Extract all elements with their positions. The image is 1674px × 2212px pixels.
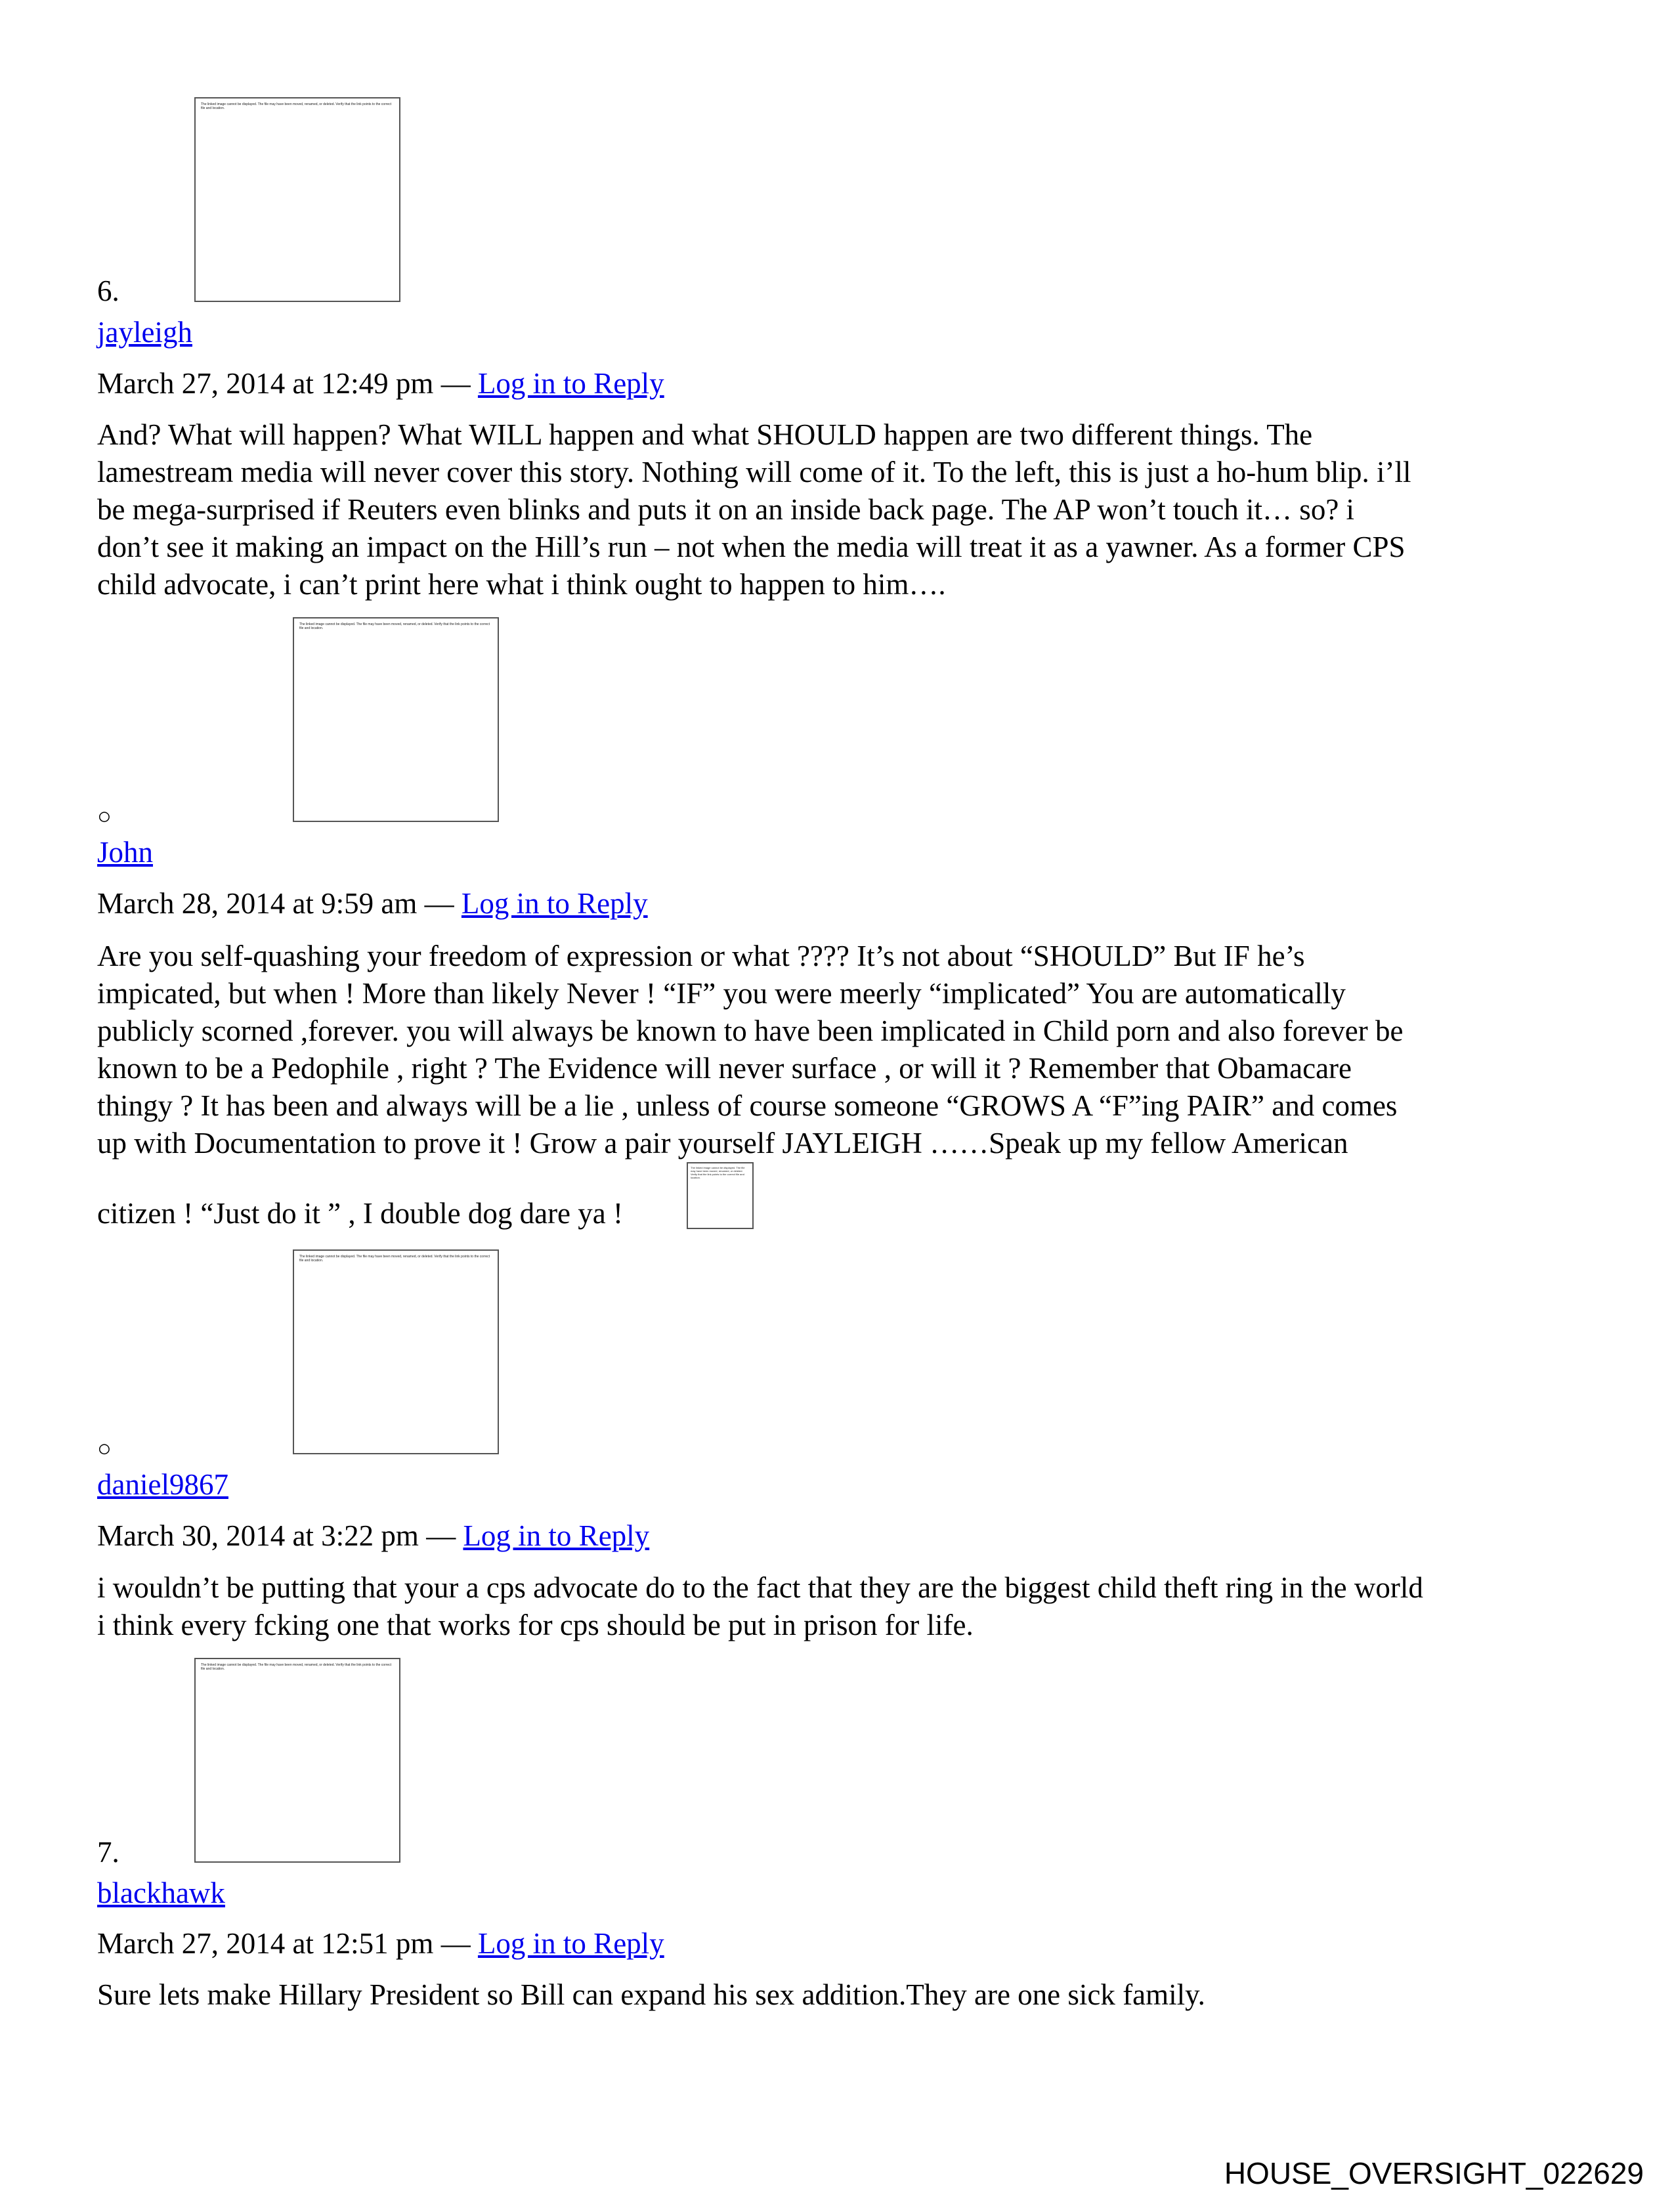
inline-broken-image — [687, 1162, 754, 1229]
comment-author-link[interactable]: daniel9867 — [97, 1468, 228, 1501]
comment-body — [97, 1976, 1205, 2014]
reply-link[interactable]: Log in to Reply — [477, 1927, 664, 1960]
comment-body-last-line: citizen ! “Just do it ” , I double dog dare ya ! — [97, 1197, 623, 1230]
comment-body-line: lamestream media will never cover this story. Nothing will come of it. To the left, this is just a ho-hum blip. i’ll — [97, 456, 1411, 488]
comment-meta — [97, 1925, 664, 1963]
broken-image-caption: The linked image cannot be displayed. The file may have been moved, renamed, or deleted. Verify that the link points to the correct file and location. — [691, 1166, 745, 1179]
reply-link[interactable]: Log in to Reply — [461, 887, 648, 920]
reply-link[interactable]: Log in to Reply — [463, 1519, 650, 1552]
comment-body-line: publicly scorned ,forever. you will always be known to have been implicated in Child porn and also forever be — [97, 1014, 1404, 1047]
comment-author-link[interactable]: blackhawk — [97, 1876, 225, 1909]
comment-body — [97, 1569, 1423, 1644]
comment-body-line: be mega-surprised if Reuters even blinks and puts it on an inside back page. The AP won’t touch it… so? i — [97, 493, 1355, 526]
avatar — [293, 1249, 499, 1454]
broken-image-caption: The linked image cannot be displayed. The file may have been moved, renamed, or deleted. Verify that the link points to the correct file and location. — [299, 1255, 490, 1263]
avatar — [293, 617, 499, 822]
comment-date: March 30, 2014 at 3:22 pm — [97, 1519, 419, 1552]
document-id: HOUSE_OVERSIGHT_022629 — [1224, 2156, 1644, 2190]
comment-body-line: don’t see it making an impact on the Hill’s run – not when the media will treat it as a yawner. As a former CPS — [97, 531, 1406, 563]
meta-separator: — — [440, 367, 471, 400]
bullet-marker: ○ — [97, 803, 112, 829]
comment-body-line: impicated, but when ! More than likely Never ! “IF” you were meerly “implicated” You are automatically — [97, 977, 1346, 1010]
bullet-marker: ○ — [97, 1435, 112, 1462]
comment-date: March 28, 2014 at 9:59 am — [97, 887, 418, 920]
avatar — [194, 1658, 400, 1863]
comment-body-line: And? What will happen? What WILL happen and what SHOULD happen are two different things. The — [97, 418, 1313, 451]
comment-meta — [97, 1517, 649, 1555]
meta-separator: — — [424, 887, 454, 920]
comment-meta — [97, 365, 664, 402]
comment-date: March 27, 2014 at 12:49 pm — [97, 367, 434, 400]
comment-author-link[interactable]: John — [97, 836, 154, 869]
comment-author-link[interactable]: jayleigh — [97, 316, 192, 349]
comment-body-line: child advocate, i can’t print here what i think ought to happen to him…. — [97, 568, 946, 601]
comment-meta — [97, 885, 648, 922]
comment-body — [97, 416, 1411, 603]
meta-separator: — — [426, 1519, 456, 1552]
comment-body-line: up with Documentation to prove it ! Grow a pair yourself JAYLEIGH ……Speak up my fellow American — [97, 1127, 1348, 1160]
comment-date: March 27, 2014 at 12:51 pm — [97, 1927, 434, 1960]
comment-number: 7. — [97, 1836, 119, 1869]
comment-body-line: Sure lets make Hillary President so Bill can expand his sex addition.They are one sick family. — [97, 1978, 1205, 2011]
comment-body-line: known to be a Pedophile , right ? The Evidence will never surface , or will it ? Remember that Obamacare — [97, 1052, 1352, 1085]
meta-separator: — — [440, 1927, 471, 1960]
broken-image-caption: The linked image cannot be displayed. The file may have been moved, renamed, or deleted. Verify that the link points to the correct file and location. — [201, 1663, 392, 1671]
comment-body-line: i wouldn’t be putting that your a cps advocate do to the fact that they are the biggest child theft ring in the world — [97, 1571, 1423, 1604]
broken-image-caption: The linked image cannot be displayed. The file may have been moved, renamed, or deleted. Verify that the link points to the correct file and location. — [201, 102, 392, 110]
reply-link[interactable]: Log in to Reply — [477, 367, 664, 400]
comment-body — [97, 938, 1403, 1162]
comment-body-line: Are you self-quashing your freedom of expression or what ???? It’s not about “SHOULD” But IF he’s — [97, 940, 1305, 972]
broken-image-caption: The linked image cannot be displayed. The file may have been moved, renamed, or deleted. Verify that the link points to the correct file and location. — [299, 622, 490, 630]
comment-body-line: i think every fcking one that works for cps should be put in prison for life. — [97, 1609, 974, 1641]
avatar — [194, 97, 400, 302]
comment-number: 6. — [97, 274, 119, 307]
comment-body-line: thingy ? It has been and always will be a lie , unless of course someone “GROWS A “F”ing PAIR” and comes — [97, 1089, 1398, 1122]
